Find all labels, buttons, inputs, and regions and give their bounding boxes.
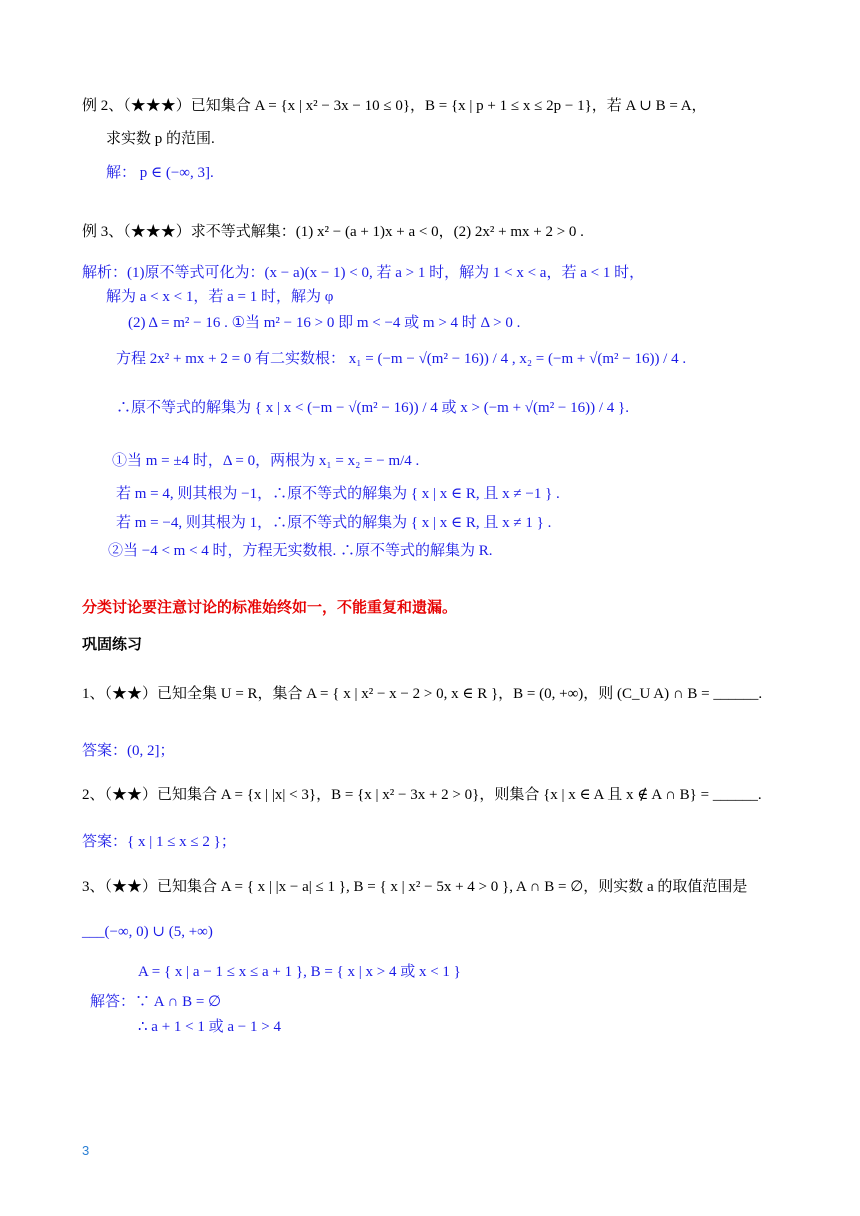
- example-3-solution-line-6: ①当 m = ±4 时，Δ = 0，两根为 x₁ = x₂ = − m/4 .: [112, 453, 420, 469]
- exercise-1: 1、（★★）已知全集 U = R，集合 A = { x | x² − x − 2 > 0, x ∈ R }，B = (0, +∞)，则 (C_U A) ∩ B = ______.: [82, 686, 763, 702]
- exercise-1-answer: 答案：(0, 2]；: [82, 743, 175, 759]
- example-2-question-cont: 求实数 p 的范围.: [106, 131, 215, 147]
- example-3-solution-line-5: ∴原不等式的解集为 { x | x < (−m − √(m² − 16)) / 4 或 x > (−m + √(m² − 16)) / 4 }.: [116, 400, 630, 416]
- example-3-solution-line-1: 解析：(1)原不等式可化为：(x − a)(x − 1) < 0, 若 a > 1 时，解为 1 < x < a，若 a < 1 时，: [82, 265, 645, 281]
- exercise-3-solution-line-3: ∴ a + 1 < 1 或 a − 1 > 4: [138, 1019, 281, 1035]
- exercise-3: 3、（★★）已知集合 A = { x | |x − a| ≤ 1 }, B = { x | x² − 5x + 4 > 0 }, A ∩ B = ∅，则实数 a 的取值范围是: [82, 879, 748, 895]
- page-number: 3: [82, 1143, 90, 1158]
- example-3-solution-line-4: 方程 2x² + mx + 2 = 0 有二实数根： x₁ = (−m − √(m² − 16)) / 4 , x₂ = (−m + √(m² − 16)) / 4 .: [116, 351, 687, 367]
- exercise-3-solution-line-2: 解答：∵ A ∩ B = ∅: [90, 994, 222, 1010]
- classification-note: 分类讨论要注意讨论的标准始终如一，不能重复和遗漏。: [82, 600, 458, 616]
- example-3-solution-line-8: 若 m = −4, 则其根为 1，∴原不等式的解集为 { x | x ∈ R, 且 x ≠ 1 } .: [116, 515, 552, 531]
- exercise-3-answer: ___(−∞, 0) ∪ (5, +∞): [82, 924, 213, 940]
- example-3-solution-line-9: ②当 −4 < m < 4 时，方程无实数根. ∴原不等式的解集为 R.: [108, 543, 493, 559]
- example-3-solution-line-7: 若 m = 4, 则其根为 −1，∴原不等式的解集为 { x | x ∈ R, 且 x ≠ −1 } .: [116, 486, 560, 502]
- exercise-2-answer: 答案：{ x | 1 ≤ x ≤ 2 }；: [82, 834, 236, 850]
- example-2-solution: 解： p ∈ (−∞, 3].: [106, 165, 214, 181]
- example-3-question: 例 3、（★★★）求不等式解集：(1) x² − (a + 1)x + a < 0，(2) 2x² + mx + 2 > 0 .: [82, 224, 584, 240]
- example-3-solution-line-2: 解为 a < x < 1，若 a = 1 时，解为 φ: [106, 289, 334, 305]
- exercise-2: 2、（★★）已知集合 A = {x | |x| < 3}，B = {x | x² − 3x + 2 > 0}，则集合 {x | x ∈ A 且 x ∉ A ∩ B} = ______.: [82, 787, 762, 803]
- example-3-solution-line-3: (2) Δ = m² − 16 . ①当 m² − 16 > 0 即 m < −4 或 m > 4 时 Δ > 0 .: [128, 315, 521, 331]
- example-2-question: 例 2、（★★★）已知集合 A = {x | x² − 3x − 10 ≤ 0}，B = {x | p + 1 ≤ x ≤ 2p − 1}，若 A ∪ B = A，: [82, 98, 707, 114]
- section-heading: 巩固练习: [82, 637, 143, 653]
- exercise-3-solution-line-1: A = { x | a − 1 ≤ x ≤ a + 1 }, B = { x | x > 4 或 x < 1 }: [138, 964, 461, 980]
